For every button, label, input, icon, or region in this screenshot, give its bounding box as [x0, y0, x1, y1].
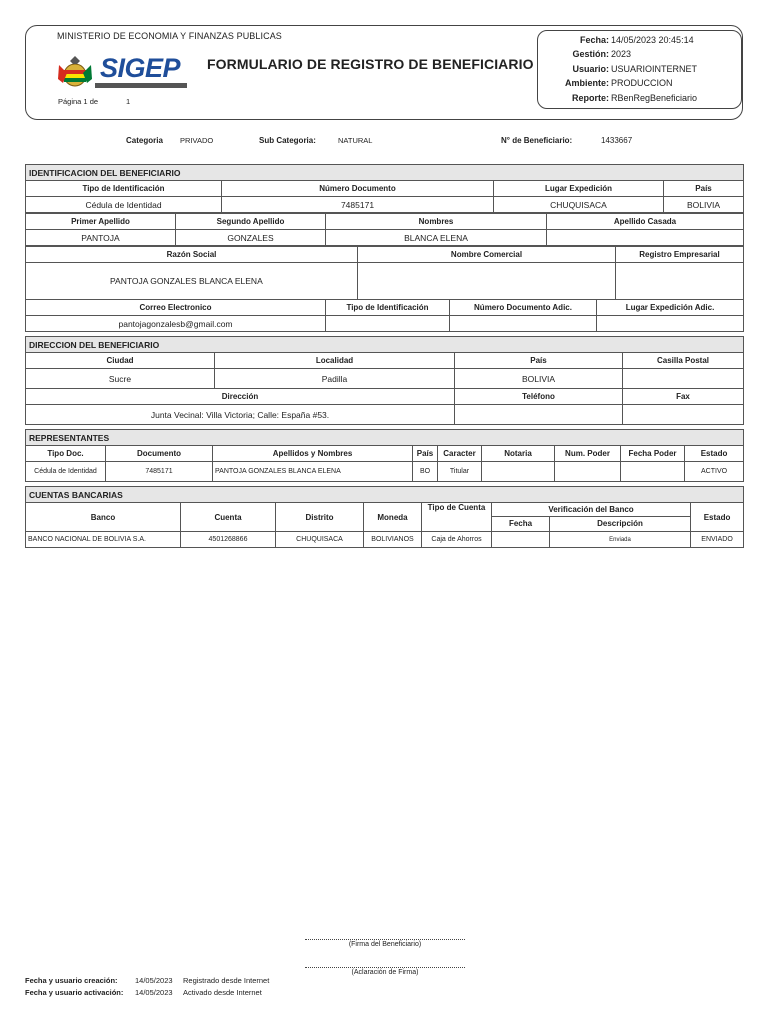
table-row: [26, 532, 744, 548]
cell-caracter: Titular: [438, 462, 482, 482]
cell-numero-documento: 7485171: [222, 197, 494, 213]
category-value: PRIVADO: [180, 136, 214, 145]
column-header: Tipo Doc.: [26, 446, 106, 462]
address-table: [25, 336, 744, 425]
section-title: REPRESENTANTES: [26, 430, 744, 446]
coat-of-arms-icon: [55, 53, 95, 93]
meta-usuario: [538, 64, 743, 78]
form-title: FORMULARIO DE REGISTRO DE BENEFICIARIO: [207, 56, 534, 72]
meta-value: 14/05/2023 20:45:14: [611, 35, 694, 45]
subcategory-value: NATURAL: [338, 136, 373, 145]
representatives-table: [25, 429, 744, 482]
cell-fecha: [492, 532, 550, 548]
ministry-name: MINISTERIO DE ECONOMIA Y FINANZAS PUBLICAS: [57, 31, 282, 41]
column-header: Segundo Apellido: [176, 214, 326, 230]
bank-accounts-table: [25, 486, 744, 548]
column-header: Lugar Expedición: [494, 181, 664, 197]
names-table: [25, 213, 744, 246]
sigep-logo: [55, 53, 190, 93]
meta-value: RBenRegBeneficiario: [611, 93, 698, 103]
cell-razon-social: PANTOJA GONZALES BLANCA ELENA: [26, 263, 358, 300]
footer-date: 14/05/2023: [135, 988, 173, 997]
cell-tipo-cuenta: Caja de Ahorros: [422, 532, 492, 548]
cell-nombres: BLANCA ELENA: [326, 230, 547, 246]
column-header: Notaria: [482, 446, 555, 462]
column-header: Caracter: [438, 446, 482, 462]
meta-label: Reporte:: [571, 93, 609, 103]
page-total: 1: [126, 97, 131, 106]
beneficiary-number-label: N° de Beneficiario:: [501, 136, 573, 145]
footer-label: Fecha y usuario activación:: [25, 988, 124, 997]
cell-casilla-postal: [623, 369, 744, 389]
cell-registro-empresarial: [616, 263, 744, 300]
cell-fax: [623, 405, 744, 425]
cell-pais: BO: [413, 462, 438, 482]
column-header: Apellidos y Nombres: [213, 446, 413, 462]
meta-label: Fecha:: [579, 35, 609, 45]
cell-apellido-casada: [547, 230, 744, 246]
meta-label: Ambiente:: [564, 78, 609, 88]
cell-telefono: [455, 405, 623, 425]
cell-tipo-doc: Cédula de Identidad: [26, 462, 106, 482]
footer-date: 14/05/2023: [135, 976, 173, 985]
section-title: CUENTAS BANCARIAS: [26, 487, 744, 503]
meta-label: Gestión:: [572, 49, 609, 59]
cell-pais: BOLIVIA: [455, 369, 623, 389]
column-header: Lugar Expedición Adic.: [597, 300, 744, 316]
meta-value: 2023: [611, 49, 632, 59]
column-header: Num. Poder: [555, 446, 621, 462]
cell-descripcion: Enviada: [550, 532, 691, 548]
column-header: Descripción: [550, 516, 691, 531]
column-header: Correo Electronico: [26, 300, 326, 316]
logo-underline: [95, 83, 187, 88]
logo-text: SIGEP: [100, 53, 181, 83]
meta-ambiente: [538, 78, 743, 92]
identification-table: [25, 164, 744, 213]
cell-pais: BOLIVIA: [664, 197, 744, 213]
meta-value: PRODUCCION: [611, 78, 673, 88]
footer-label: Fecha y usuario creación:: [25, 976, 118, 985]
contact-table: [25, 299, 744, 332]
column-header: Fax: [623, 389, 744, 405]
column-header: Banco: [26, 503, 181, 532]
report-meta-box: [537, 30, 742, 109]
page-label: Página 1 de: [58, 97, 99, 106]
column-header: Tipo de Identificación: [26, 181, 222, 197]
business-table: [25, 246, 744, 300]
meta-fecha: [538, 35, 743, 49]
column-header: Primer Apellido: [26, 214, 176, 230]
cell-num-poder: [555, 462, 621, 482]
cell-estado: ENVIADO: [691, 532, 744, 548]
column-header: Estado: [691, 503, 744, 532]
column-header: Razón Social: [26, 247, 358, 263]
cell-banco: BANCO NACIONAL DE BOLIVIA S.A.: [26, 532, 181, 548]
signature-line: (Firma del Beneficiario): [305, 939, 465, 948]
column-header: Número Documento: [222, 181, 494, 197]
cell-fecha-poder: [621, 462, 685, 482]
cell-correo: pantojagonzalesb@gmail.com: [26, 316, 326, 332]
column-header: Registro Empresarial: [616, 247, 744, 263]
cell-apellidos-nombres: PANTOJA GONZALES BLANCA ELENA: [213, 462, 413, 482]
cell-distrito: CHUQUISACA: [276, 532, 364, 548]
cell-primer-apellido: PANTOJA: [26, 230, 176, 246]
column-header: Estado: [685, 446, 744, 462]
meta-label: Usuario:: [572, 64, 609, 74]
cell-moneda: BOLIVIANOS: [364, 532, 422, 548]
section-title: IDENTIFICACION DEL BENEFICIARIO: [26, 165, 744, 181]
column-header: Tipo de Identificación: [326, 300, 450, 316]
column-header: Fecha Poder: [621, 446, 685, 462]
column-header: Nombres: [326, 214, 547, 230]
footer-activation: [25, 988, 262, 997]
column-header: Dirección: [26, 389, 455, 405]
subcategory-label: Sub Categoria:: [259, 136, 316, 145]
cell-ciudad: Sucre: [26, 369, 215, 389]
column-header: Número Documento Adic.: [450, 300, 597, 316]
cell-segundo-apellido: GONZALES: [176, 230, 326, 246]
column-header: Apellido Casada: [547, 214, 744, 230]
cell-numero-documento-adic: [450, 316, 597, 332]
column-header: Localidad: [215, 353, 455, 369]
column-header: Fecha: [492, 516, 550, 531]
column-header: Verificación del Banco: [492, 503, 691, 517]
column-header: Casilla Postal: [623, 353, 744, 369]
column-header: Moneda: [364, 503, 422, 532]
meta-value: USUARIOINTERNET: [611, 64, 698, 74]
column-header: Ciudad: [26, 353, 215, 369]
column-header: Tipo de Cuenta: [422, 503, 492, 532]
column-header: Teléfono: [455, 389, 623, 405]
name-clarification-line: (Aclaración de Firma): [305, 967, 465, 976]
column-header: Distrito: [276, 503, 364, 532]
cell-lugar-expedicion: CHUQUISACA: [494, 197, 664, 213]
meta-gestion: [538, 49, 743, 63]
column-header: Cuenta: [181, 503, 276, 532]
footer-creation: [25, 976, 269, 985]
section-title: DIRECCION DEL BENEFICIARIO: [26, 337, 744, 353]
footer-note: Registrado desde Internet: [183, 976, 270, 985]
cell-notaria: [482, 462, 555, 482]
column-header: Nombre Comercial: [358, 247, 616, 263]
table-row: [26, 462, 744, 482]
beneficiary-number-value: 1433667: [601, 136, 633, 145]
cell-localidad: Padilla: [215, 369, 455, 389]
cell-lugar-expedicion-adic: [597, 316, 744, 332]
cell-direccion: Junta Vecinal: Villa Victoria; Calle: España #53.: [26, 405, 455, 425]
footer-note: Activado desde Internet: [183, 988, 262, 997]
cell-tipo-identificacion-adic: [326, 316, 450, 332]
cell-tipo-identificacion: Cédula de Identidad: [26, 197, 222, 213]
cell-nombre-comercial: [358, 263, 616, 300]
column-header: País: [455, 353, 623, 369]
column-header: País: [413, 446, 438, 462]
category-label: Categoria: [126, 136, 163, 145]
cell-cuenta: 4501268866: [181, 532, 276, 548]
column-header: País: [664, 181, 744, 197]
meta-reporte: [538, 93, 743, 107]
cell-estado: ACTIVO: [685, 462, 744, 482]
cell-documento: 7485171: [106, 462, 213, 482]
column-header: Documento: [106, 446, 213, 462]
